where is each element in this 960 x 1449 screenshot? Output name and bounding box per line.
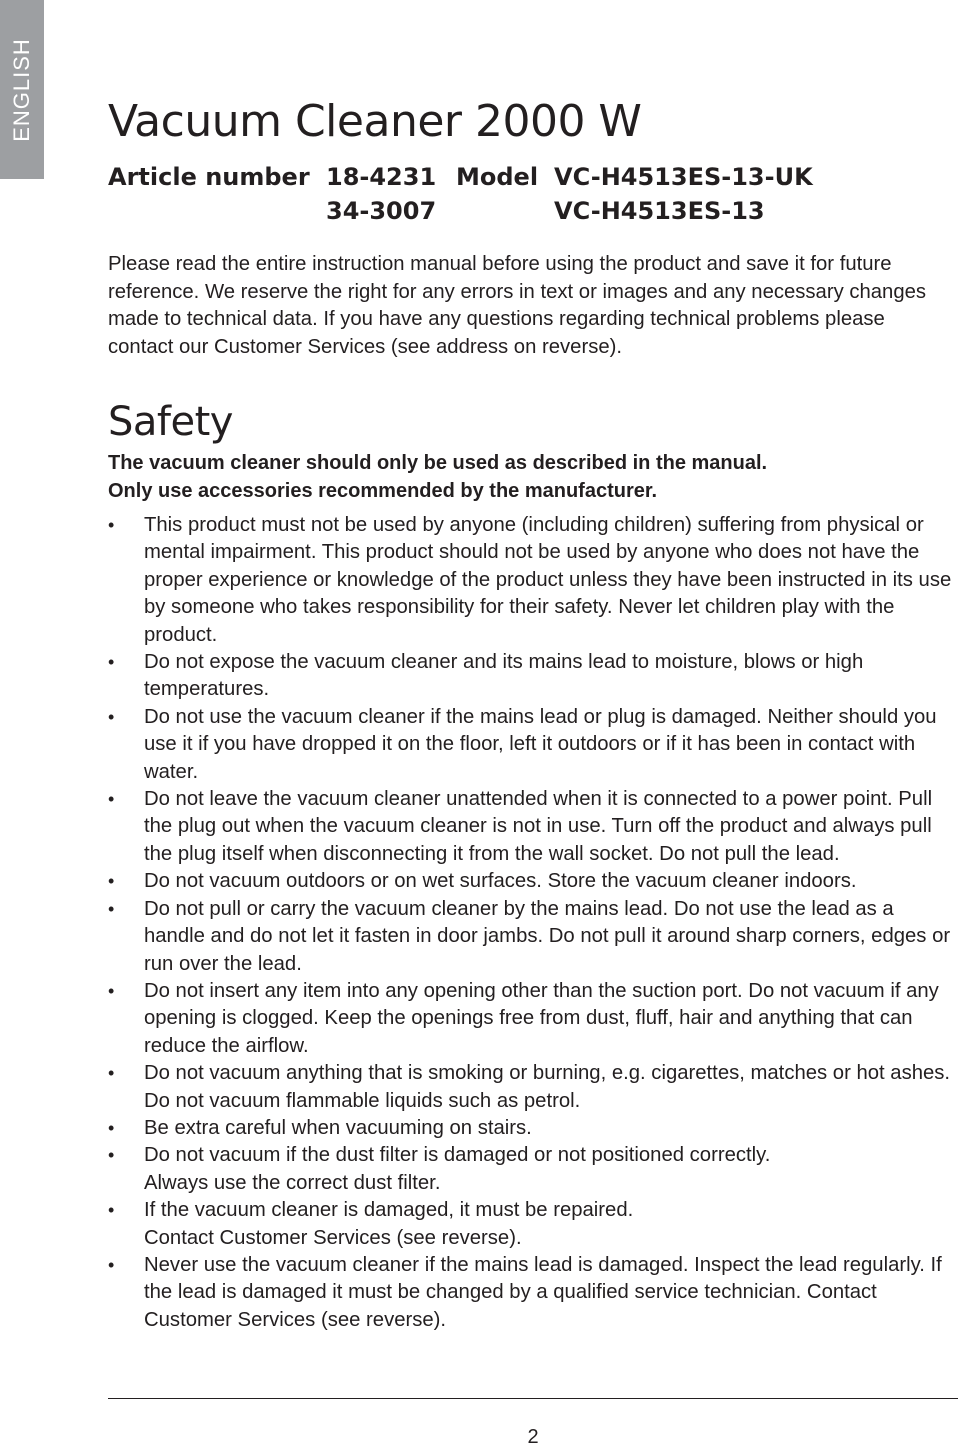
bullet-text: Do not pull or carry the vacuum cleaner by the mains lead. Do not use the lead as a handle and do not let it fasten in door jambs. Do not pull it around sharp corners, edges or run over the lead. <box>144 897 951 975</box>
bullet-mark: • <box>108 515 115 535</box>
bullet-text: Never use the vacuum cleaner if the mains lead is damaged. Inspect the lead regularly. If the lead is damaged it must be changed by a qualified service technician. Contact Customer Services (see reverse). <box>144 1253 942 1331</box>
page-number: 2 <box>527 1426 539 1448</box>
list-item <box>108 1115 956 1142</box>
bullet-mark: • <box>108 871 115 892</box>
bullet-text: Do not vacuum anything that is smoking or burning, e.g. cigarettes, matches or hot ashes. Do not vacuum flammable liquids such as petrol. <box>144 1062 951 1112</box>
list-item <box>108 786 956 868</box>
bullet-text: This product must not be used by anyone (including children) suffering from physical or mental impairment. This product should not be used by anyone who does not have the proper experience or knowledge of the product unless they have been instructed in its use by someone who takes responsibility for their safety. Never let children play with the product. <box>144 514 952 646</box>
intro-paragraph: Please read the entire instruction manual before using the product and save it for future reference. We reserve the right for any errors in text or images and any necessary changes made to technical data. If you have any questions regarding technical problems please contact our Customer Services (see address on reverse). <box>108 253 927 358</box>
bullet-mark: • <box>108 1117 115 1138</box>
bullet-text: Be extra careful when vacuuming on stairs. <box>144 1116 532 1139</box>
bullet-mark: • <box>108 1200 115 1221</box>
bullet-mark: • <box>108 706 115 727</box>
bullet-mark: • <box>108 789 115 810</box>
bullet-text: Do not vacuum outdoors or on wet surfaces. Store the vacuum cleaner indoors. <box>144 870 857 893</box>
list-item <box>108 1142 956 1197</box>
bullet-mark: • <box>108 1145 115 1166</box>
article-number-2: 34-3007 <box>326 197 437 225</box>
model-label: Model <box>456 163 539 191</box>
bullet-mark: • <box>108 1254 115 1275</box>
bullet-mark: • <box>108 980 115 1001</box>
model-1: VC-H4513ES-13-UK <box>554 163 813 191</box>
list-item <box>108 896 956 978</box>
list-item <box>108 1252 956 1334</box>
model-2: VC-H4513ES-13 <box>554 197 765 225</box>
safety-bullet-list <box>108 512 956 1334</box>
language-tab <box>0 0 44 179</box>
bullet-text: Do not expose the vacuum cleaner and its mains lead to moisture, blows or high temperatures. <box>144 651 864 701</box>
list-item <box>108 868 956 895</box>
list-item <box>108 978 956 1060</box>
safety-lead <box>108 450 938 505</box>
bullet-text: If the vacuum cleaner is damaged, it must be repaired. <box>144 1199 634 1222</box>
list-item <box>108 704 956 786</box>
list-item <box>108 1060 956 1115</box>
bullet-mark: • <box>108 898 115 919</box>
bullet-mark: • <box>108 1063 115 1084</box>
bullet-text: Do not insert any item into any opening other than the suction port. Do not vacuum if any opening is clogged. Keep the openings free from dust, fluff, hair and anything that can reduce the airflow. <box>144 979 939 1057</box>
page-title: Vacuum Cleaner 2000 W <box>108 96 642 147</box>
article-number-1: 18-4231 <box>326 163 437 191</box>
bullet-text-continued: Always use the correct dust filter. <box>144 1171 441 1194</box>
list-item <box>108 649 956 704</box>
bullet-text: Do not leave the vacuum cleaner unattended when it is connected to a power point. Pull the plug out when the vacuum cleaner is not in use. Turn off the product and always pull the plug itself when disconnecting it from the wall socket. Do not pull the lead. <box>144 788 933 865</box>
list-item <box>108 512 956 649</box>
safety-lead-line-1: The vacuum cleaner should only be used as described in the manual. <box>108 452 768 474</box>
language-tab-label: ENGLISH <box>9 38 34 142</box>
bullet-mark: • <box>108 652 115 673</box>
bullet-text: Do not vacuum if the dust filter is damaged or not positioned correctly. <box>144 1144 771 1167</box>
safety-heading: Safety <box>108 399 233 445</box>
footer-divider <box>108 1398 958 1399</box>
article-number-label: Article number <box>108 163 310 191</box>
list-item <box>108 1197 956 1252</box>
bullet-text-continued: Contact Customer Services (see reverse). <box>144 1226 522 1249</box>
safety-lead-line-2: Only use accessories recommended by the manufacturer. <box>108 479 658 502</box>
bullet-text: Do not use the vacuum cleaner if the mains lead or plug is damaged. Neither should you use it if you have dropped it on the floor, left it outdoors or if it has been in contact with water. <box>144 705 937 783</box>
